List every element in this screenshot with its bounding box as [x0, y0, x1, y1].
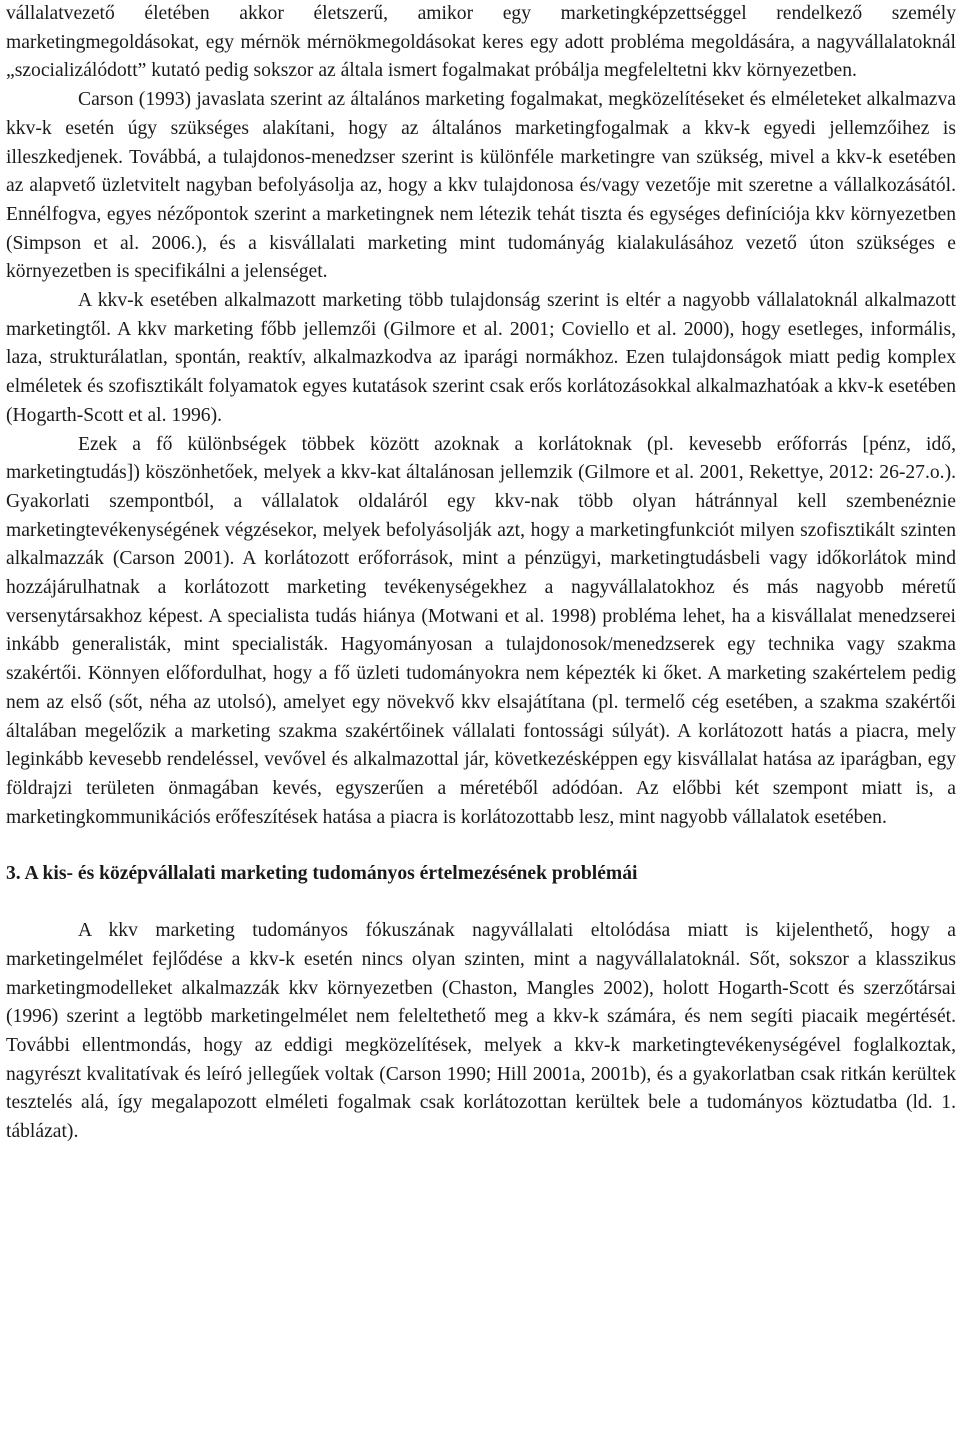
- body-paragraph: Carson (1993) javaslata szerint az általános marketing fogalmakat, megközelítéseket és elméleteket alkalmazva kkv-k esetén úgy szükséges alakítani, hogy az általános marketingfogalmak a kkv-k egyedi jellemzőihez is illeszkedjenek. Továbbá, a tulajdonos-menedzser szerint is különféle marketingre van szükség, mivel a kkv-k esetében az alapvető üzletvitelt nagyban befolyásolja az, hogy a kkv tulajdonosa és/vagy vezetője mit szeretne a vállalkozásától. Ennélfogva, egyes nézőpontok szerint a marketingnek nem létezik tehát tiszta és egységes definíciója kkv környezetben (Simpson et al. 2006.), és a kisvállalati marketing mint tudományág kialakulásához vezető úton szükséges e környezetben is specifikálni a jelenséget.: [6, 89, 956, 283]
- body-paragraph: vállalatvezető életében akkor életszerű, amikor egy marketingképzettséggel rendelkező személy marketingmegoldásokat, egy mérnök mérnökmegoldásokat keres egy adott probléma megoldására, a nagyvállalatoknál „szocializálódott” kutató pedig sokszor az általa ismert fogalmakat próbálja megfeleltetni kkv környezetben.: [6, 3, 956, 82]
- document-page: [6, 0, 956, 1147]
- body-paragraph: A kkv marketing tudományos fókuszának nagyvállalati eltolódása miatt is kijelenthető, hogy a marketingelmélet fejlődése a kkv-k esetén nincs olyan szinten, mint a nagyvállalatoknál. Sőt, sokszor a klasszikus marketingmodelleket alkalmazzák kkv környezetben (Chaston, Mangles 2002), holott Hogarth-Scott és szerzőtársai (1996) szerint a legtöbb marketingelmélet nem feleltethető meg a kkv-k számára, és nem segíti piacaik megértését. További ellentmondás, hogy az eddigi megközelítések, melyek a kkv-k marketingtevékenységével foglalkoztak, nagyrészt kvalitatívak és leíró jellegűek voltak (Carson 1990; Hill 2001a, 2001b), és a gyakorlatban csak ritkán kerültek tesztelés alá, így megalapozott elméleti fogalmak csak korlátozottan kerültek bele a tudományos köztudatba (ld. 1. táblázat).: [6, 920, 956, 1143]
- section-spacer: [6, 832, 956, 860]
- body-paragraph: Ezek a fő különbségek többek között azoknak a korlátoknak (pl. kevesebb erőforrás [pénz, idő, marketingtudás]) köszönhetőek, melyek a kkv-kat általánosan jellemzik (Gilmore et al. 2001, Rekettye, 2012: 26-27.o.). Gyakorlati szempontból, a vállalatok oldaláról egy kkv-nak több olyan hátránnyal kell szembenéznie marketingtevékenységének végzésekor, melyek befolyásolják azt, hogy a marketingfunkciót milyen szofisztikált szinten alkalmazzák (Carson 2001). A korlátozott erőforrások, mint a pénzügyi, marketingtudásbeli vagy időkorlátok mind hozzájárulhatnak a korlátozott marketing tevékenységekhez a nagyvállalatokhoz és más nagyobb méretű versenytársakhoz képest. A specialista tudás hiánya (Motwani et al. 1998) probléma lehet, ha a kisvállalat menedzserei inkább generalisták, mint specialisták. Hagyományosan a tulajdonosok/menedzserek egy technika vagy szakma szakértői. Könnyen előfordulhat, hogy a fő üzleti tudományokra nem képezték ki őket. A marketing szakértelem pedig nem az első (sőt, néha az utolsó), amelyet egy növekvő kkv elsajátítana (pl. termelő cég esetében, a szakma szakértői általában megelőzik a marketing szakma szakértőinek vállalati fontossági súlyát). A korlátozott hatás a piacra, mely leginkább kevesebb rendeléssel, vevővel és alkalmazottal jár, következésképpen egy kisvállalat hatása az iparágban, egy földrajzi területen önmagában kevés, egyszerűen a méretéből adódóan. Az előbbi két szempont miatt is, a marketingkommunikációs erőfeszítések hatása a piacra is korlátozottabb lesz, mint nagyobb vállalatok esetében.: [6, 433, 956, 828]
- section-heading: 3. A kis- és középvállalati marketing tudományos értelmezésének problémái: [6, 863, 638, 885]
- section-spacer: [6, 889, 956, 917]
- body-paragraph: A kkv-k esetében alkalmazott marketing több tulajdonság szerint is eltér a nagyobb vállalatoknál alkalmazott marketingtől. A kkv marketing főbb jellemzői (Gilmore et al. 2001; Coviello et al. 2000), hogy esetleges, informális, laza, strukturálatlan, spontán, reaktív, alkalmazkodva az iparági normákhoz. Ezen tulajdonságok miatt pedig komplex elméletek és szofisztikált folyamatok egyes kutatások szerint csak erős korlátozásokkal alkalmazhatóak a kkv-k esetében (Hogarth-Scott et al. 1996).: [6, 290, 956, 426]
